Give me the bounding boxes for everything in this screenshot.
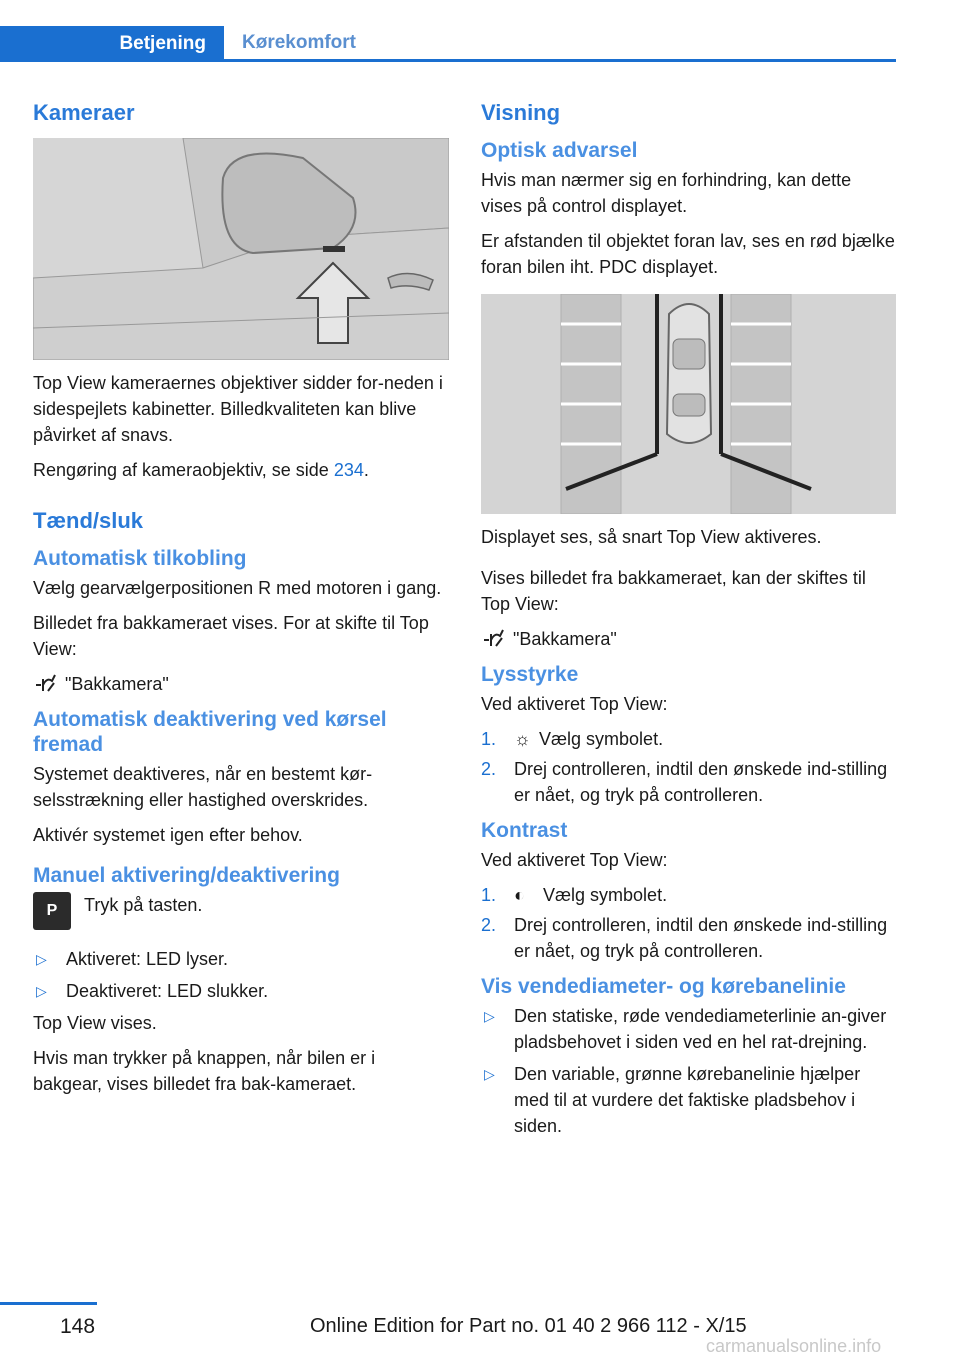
- top-view-svg: [481, 294, 896, 514]
- auto-off-text-2: Aktivér systemet igen efter behov.: [33, 825, 303, 845]
- watermark: carmanualsonline.info: [706, 1336, 882, 1356]
- display-caption: Displayet ses, så snart Top View aktiveres.: [481, 527, 822, 547]
- contrast-intro: Ved aktiveret Top View:: [481, 850, 668, 870]
- auto-on-text-2: Billedet fra bakkameraet vises. For at skifte til Top View:: [33, 613, 429, 659]
- manual-press-text: Tryk på tasten.: [84, 895, 203, 915]
- manual-status-list: [33, 946, 449, 1004]
- list-item: 1. ☼ Vælg symbolet.: [481, 726, 896, 752]
- list-item: 1. ◐ Vælg symbolet.: [481, 882, 896, 908]
- heading-onoff: Tænd/sluk: [33, 508, 144, 533]
- manual-text-2: Hvis man trykker på knappen, når bilen er i bakgear, vises billedet fra bak-kameraet.: [33, 1048, 376, 1094]
- heading-optical: Optisk advarsel: [481, 139, 638, 162]
- top-view-display-illustration: [481, 294, 896, 514]
- cleaning-reference: [33, 457, 449, 483]
- left-column: [33, 100, 449, 1106]
- parking-camera-button-icon: P: [33, 892, 71, 930]
- cleaning-page-link[interactable]: 234: [333, 460, 364, 480]
- optical-text-2: Er afstanden til objektet foran lav, ses en rød bjælke foran bilen iht. PDC displayet.: [481, 231, 895, 277]
- triangle-bullet-icon: ▷: [36, 951, 47, 967]
- sun-icon: ☼: [514, 729, 531, 749]
- heading-contrast: Kontrast: [481, 819, 568, 842]
- list-item: 2. Drej controlleren, indtil den ønskede ind-stilling er nået, og tryk på controlleren.: [481, 759, 888, 805]
- triangle-bullet-icon: ▷: [484, 1008, 495, 1024]
- heading-lines: Vis vendediameter- og kørebanelinie: [481, 975, 846, 998]
- manual-button-row: [33, 892, 449, 930]
- heading-manual: Manuel aktivering/deaktivering: [33, 864, 340, 887]
- auto-on-menu-line: [33, 671, 449, 697]
- contrast-steps: [481, 882, 896, 964]
- heading-auto-off: Automatisk deaktivering ved kørsel fremad: [33, 708, 387, 756]
- list-item: ▷ Deaktiveret: LED slukker.: [33, 978, 449, 1004]
- triangle-bullet-icon: ▷: [36, 983, 47, 999]
- optical-text-1: Hvis man nærmer sig en forhindring, kan dette vises på control displayet.: [481, 170, 852, 216]
- camera-caption: Top View kameraernes objektiver sidder for-neden i sidespejlets kabinetter. Billedkvaliteten kan blive påvirket af snavs.: [33, 373, 443, 445]
- list-item: ▷ Den variable, grønne kørebanelinie hjælper med til at vurdere det faktiske pladsbehov i siden.: [481, 1061, 896, 1139]
- list-item: ▷ Aktiveret: LED lyser.: [33, 946, 449, 972]
- brightness-steps: [481, 726, 896, 808]
- auto-on-menu-label: "Bakkamera": [65, 674, 169, 694]
- manual-text-1: Top View vises.: [33, 1013, 157, 1033]
- cleaning-period: .: [363, 460, 369, 480]
- heading-cameras: Kameraer: [33, 100, 135, 125]
- heading-brightness: Lysstyrke: [481, 663, 579, 686]
- mirror-camera-illustration: [33, 138, 449, 360]
- tab-korekomfort[interactable]: Kørekomfort: [224, 26, 896, 62]
- lines-list: [481, 1003, 896, 1139]
- switch-menu-line: [481, 626, 896, 652]
- page-number: 148: [60, 1315, 96, 1338]
- switch-menu-label: "Bakkamera": [513, 629, 617, 649]
- edition-text: Online Edition for Part no. 01 40 2 966 112 - X/15: [310, 1315, 747, 1337]
- camera-switch-icon: [33, 673, 59, 695]
- mirror-illustration-svg: [33, 138, 449, 360]
- auto-on-text-1: Vælg gearvælgerpositionen R med motoren i gang.: [33, 578, 442, 598]
- right-column: [481, 100, 896, 1145]
- heading-view: Visning: [481, 100, 561, 125]
- tab-betjening[interactable]: Betjening: [0, 26, 224, 62]
- cleaning-text: Rengøring af kameraobjektiv, se side: [33, 460, 329, 480]
- triangle-bullet-icon: ▷: [484, 1066, 495, 1082]
- auto-off-text-1: Systemet deaktiveres, når en bestemt kør-selsstrækning eller hastighed overskrides.: [33, 764, 373, 810]
- switch-text: Vises billedet fra bakkameraet, kan der skiftes til Top View:: [481, 568, 866, 614]
- brightness-intro: Ved aktiveret Top View:: [481, 694, 668, 714]
- heading-auto-on: Automatisk tilkobling: [33, 547, 247, 570]
- list-item: 2. Drej controlleren, indtil den ønskede ind-stilling er nået, og tryk på controlleren.: [481, 915, 888, 961]
- footer-accent-line: [0, 1302, 97, 1305]
- contrast-icon: ◐: [514, 885, 525, 905]
- camera-switch-icon: [481, 628, 507, 650]
- list-item: ▷ Den statiske, røde vendediameterlinie an-giver pladsbehovet i siden ved en hel rat-drejning.: [481, 1003, 896, 1055]
